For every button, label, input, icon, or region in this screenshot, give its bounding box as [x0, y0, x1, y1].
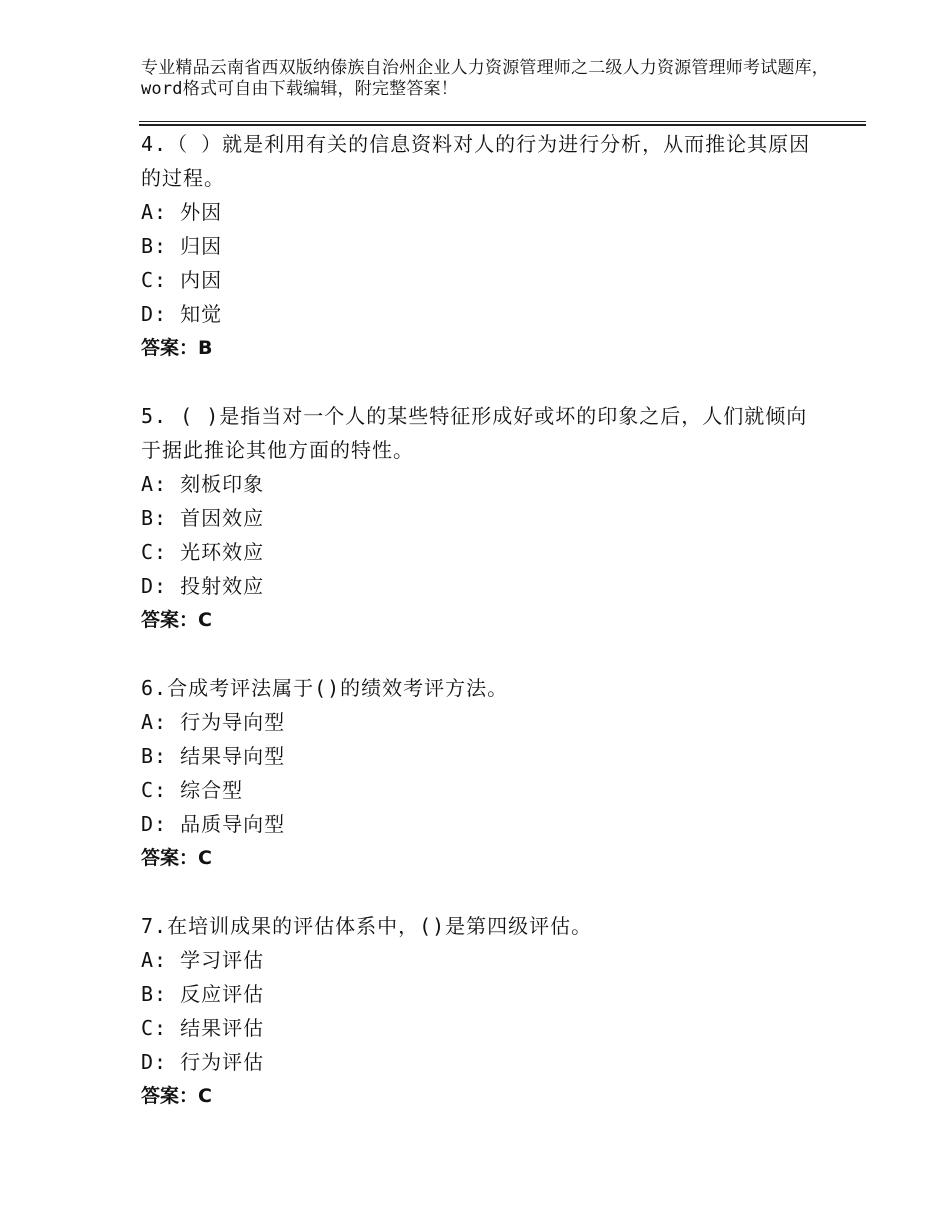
question-stem: 4.（ ）就是利用有关的信息资料对人的行为进行分析，从而推论其原因的过程。 — [141, 132, 811, 190]
document-header: 专业精品云南省西双版纳傣族自治州企业人力资源管理师之二级人力资源管理师考试题库，word格式可自由下载编辑，附完整答案！ — [141, 58, 829, 99]
question-6 — [141, 670, 821, 875]
option-list — [141, 195, 821, 331]
option-a: A: 行为导向型 — [141, 710, 286, 734]
question-5 — [141, 398, 821, 637]
divider-thin-line — [139, 121, 866, 122]
option-c: C: 光环效应 — [141, 540, 265, 564]
question-4 — [141, 126, 821, 365]
question-spacer — [141, 637, 821, 670]
question-stem: 5. ( )是指当对一个人的某些特征形成好或坏的印象之后，人们就倾向于据此推论其他方面的特性。 — [141, 404, 808, 462]
answer-line: 答案：C — [141, 847, 212, 869]
option-d: D: 品质导向型 — [141, 812, 286, 836]
answer-line: 答案：C — [141, 1085, 212, 1107]
option-a: A: 学习评估 — [141, 948, 265, 972]
option-b: B: 归因 — [141, 234, 223, 258]
option-b: B: 结果导向型 — [141, 744, 286, 768]
question-7 — [141, 908, 821, 1113]
option-c: C: 内因 — [141, 268, 223, 292]
question-spacer — [141, 875, 821, 908]
option-list — [141, 705, 821, 841]
option-b: B: 首因效应 — [141, 506, 265, 530]
option-a: A: 刻板印象 — [141, 472, 265, 496]
option-list — [141, 467, 821, 603]
question-stem: 6.合成考评法属于()的绩效考评方法。 — [141, 676, 509, 700]
option-c: C: 综合型 — [141, 778, 244, 802]
option-b: B: 反应评估 — [141, 982, 265, 1006]
option-d: D: 投射效应 — [141, 574, 265, 598]
option-list — [141, 943, 821, 1079]
option-d: D: 知觉 — [141, 302, 223, 326]
answer-line: 答案：C — [141, 609, 212, 631]
question-list — [141, 126, 821, 1113]
option-c: C: 结果评估 — [141, 1016, 265, 1040]
question-stem: 7.在培训成果的评估体系中，()是第四级评估。 — [141, 914, 593, 938]
option-d: D: 行为评估 — [141, 1050, 265, 1074]
option-a: A: 外因 — [141, 200, 223, 224]
question-spacer — [141, 365, 821, 398]
answer-line: 答案：B — [141, 337, 213, 359]
